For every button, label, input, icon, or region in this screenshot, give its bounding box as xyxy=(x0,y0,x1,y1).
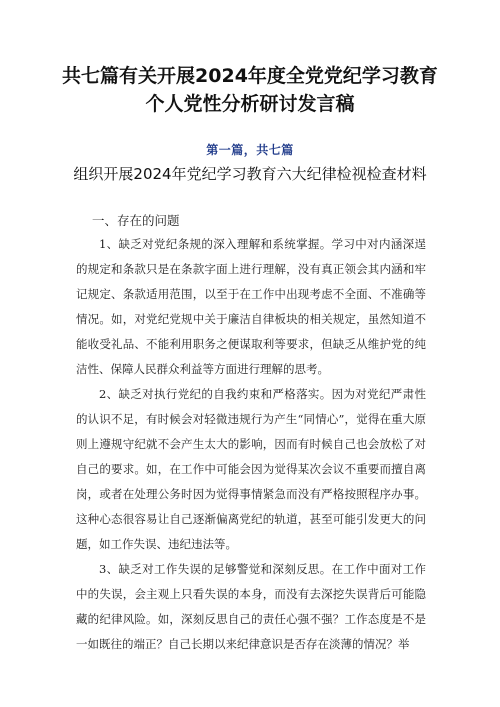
paragraph-2: 2、缺乏对执行党纪的自我约束和严格落实。因为对党纪严肃性的认识不足，有时候会对轻微违规行为产生“同情心”，觉得在重大原则上遵规守纪就不会产生太大的影响，因而有时候自己也会放松了对自己的要求。如，在工作中可能会因为觉得某次会议不重要而擅自离岗，或者在处理公务时因为觉得事情紧急而没有严格按照程序办事。这种心态很容易让自己逐渐偏离党纪的轨道，甚至可能引发更大的问题，如工作失误、违纪违法等。 xyxy=(76,387,426,551)
document-title: 共七篇有关开展2024年度全党党纪学习教育个人党性分析研讨发言稿 xyxy=(62,65,438,115)
heading-issues: 一、存在的问题 xyxy=(92,213,180,228)
paragraph-3: 3、缺乏对工作失误的足够警觉和深刻反思。在工作中面对工作中的失误，会主观上只看失误的本身，而没有去深挖失误背后可能隐藏的纪律风险。如，深刻反思自己的责任心强不强？工作态度是不是一如既往的端正？自己长期以来纪律意识是否存在淡薄的情况？举 xyxy=(76,562,426,651)
section-title: 组织开展2024年党纪学习教育六大纪律检视检查材料 xyxy=(73,165,427,183)
paragraph-1: 1、缺乏对党纪条规的深入理解和系统掌握。学习中对内涵深逞的规定和条款只是在条款字面上进行理解，没有真正领会其内涵和牢记规定、条款适用范围，以至于在工作中出现考虑不全面、不准确等情况。如，对党纪党规中关于廉洁自律板块的相关规定，虽然知道不能收受礼品、不能利用职务之便谋取利等要求，但缺乏从维护党的纯洁性、保障人民群众利益等方面进行理解的思考。 xyxy=(76,237,426,376)
part-label: 第一篇，共七篇 xyxy=(206,143,294,157)
document-body xyxy=(76,210,426,657)
